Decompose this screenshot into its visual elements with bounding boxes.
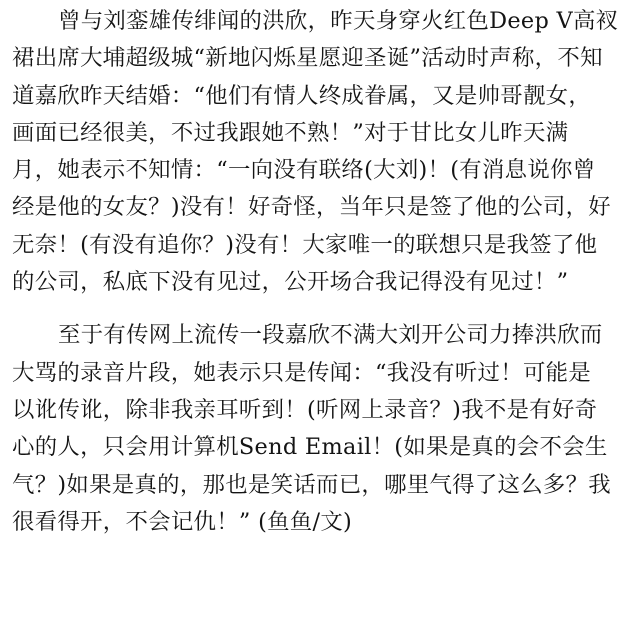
paragraph-1-line-3: 道嘉欣昨天结婚：“他们有情人终成眷属，又是帅哥靓女， — [12, 82, 592, 109]
paragraph-2-line-4: 心的人，只会用计算机Send Email！(如果是真的会不会生 — [12, 434, 608, 461]
paragraph-1-line-5: 月，她表示不知情：“一向没有联络(大刘)！(有消息说你曾 — [12, 157, 596, 184]
article-paragraph-1 — [12, 0, 628, 301]
paragraph-2-line-3: 以讹传讹，除非我亲耳听到！(听网上录音？)我不是有好奇 — [12, 396, 598, 423]
article-paragraph-2 — [12, 317, 628, 541]
paragraph-1-line-1: 曾与刘銮雄传绯闻的洪欣，昨天身穿火红色Deep V高衩 — [58, 8, 619, 34]
paragraph-1-line-6: 经是他的女友？)没有！好奇怪，当年只是签了他的公司，好 — [12, 194, 611, 221]
paragraph-2-line-6: 很看得开，不会记仇！” (鱼鱼/文) — [12, 508, 353, 535]
paragraph-2-line-5: 气？)如果是真的，那也是笑话而已，哪里气得了这么多？我 — [12, 471, 611, 498]
paragraph-2-line-2: 大骂的录音片段，她表示只是传闻：“我没有听过！可能是 — [12, 359, 592, 386]
paragraph-1-line-4: 画面已经很美，不过我跟她不熟！”对于甘比女儿昨天满 — [12, 119, 569, 146]
paragraph-1-line-2: 裙出席大埔超级城“新地闪烁星愿迎圣诞”活动时声称，不知 — [12, 45, 603, 72]
paragraph-1-line-7: 无奈！(有没有追你？)没有！大家唯一的联想只是我签了他 — [12, 231, 598, 258]
paragraph-1-line-8: 的公司，私底下没有见过，公开场合我记得没有见过！” — [12, 269, 569, 296]
paragraph-2-line-1: 至于有传网上流传一段嘉欣不满大刘开公司力捧洪欣而 — [58, 322, 603, 349]
